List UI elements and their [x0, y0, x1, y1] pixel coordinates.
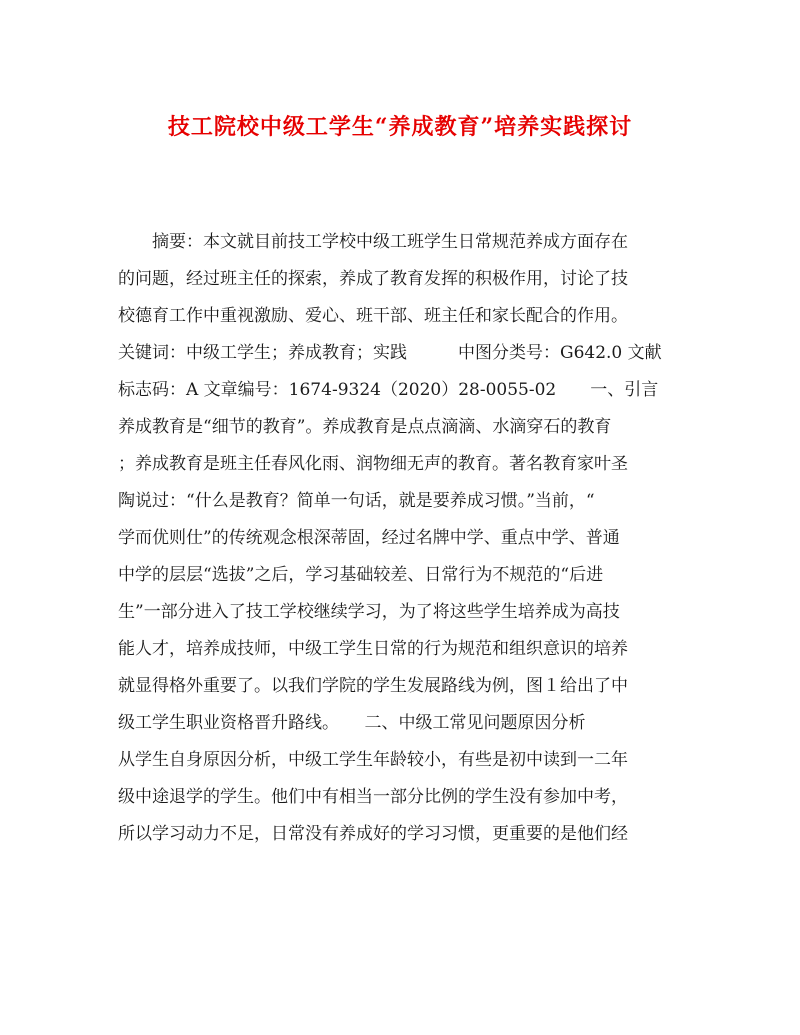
body-line: 所以学习动力不足，日常没有养成好的学习习惯，更重要的是他们经	[118, 824, 628, 844]
body-line: ；养成教育是班主任春风化雨、润物细无声的教育。著名教育家叶圣	[118, 454, 628, 474]
body-line: 级中途退学的学生。他们中有相当一部分比例的学生没有参加中考，	[118, 787, 628, 807]
body-line: 就显得格外重要了。以我们学院的学生发展路线为例，图１给出了中	[118, 676, 628, 696]
body-line: 生”一部分进入了技工学校继续学习，为了将这些学生培养成为高技	[118, 602, 620, 622]
body-line: 中学的层层“选拔”之后，学习基础较差、日常行为不规范的“后进	[118, 565, 604, 585]
body-line: 陶说过：“什么是教育？简单一句话，就是要养成习惯。”当前，“	[118, 491, 595, 511]
body-line: 养成教育是“细节的教育”。养成教育是点点滴滴、水滴穿石的教育	[118, 417, 612, 437]
body-line: 级工学生职业资格晋升路线。 二、中级工常见问题原因分析	[118, 713, 586, 733]
body-line: 校德育工作中重视激励、爱心、班干部、班主任和家长配合的作用。	[118, 306, 628, 326]
body-line: 摘要：本文就目前技工学校中级工班学生日常规范养成方面存在	[118, 232, 628, 252]
document-body	[118, 224, 698, 853]
body-line: 关键词：中级工学生；养成教育；实践 中图分类号：G642.0 文献	[118, 343, 662, 363]
body-line: 的问题，经过班主任的探索，养成了教育发挥的积极作用，讨论了技	[118, 269, 628, 289]
document-title: 技工院校中级工学生“养成教育”培养实践探讨	[167, 114, 633, 140]
body-line: 从学生自身原因分析，中级工学生年龄较小，有些是初中读到一二年	[118, 750, 628, 770]
body-line: 标志码：A 文章编号：1674-9324（2020）28-0055-02 一、引言	[118, 380, 659, 400]
body-line: 能人才，培养成技师，中级工学生日常的行为规范和组织意识的培养	[118, 639, 628, 659]
body-line: 学而优则仕”的传统观念根深蒂固，经过名牌中学、重点中学、普通	[118, 528, 620, 548]
